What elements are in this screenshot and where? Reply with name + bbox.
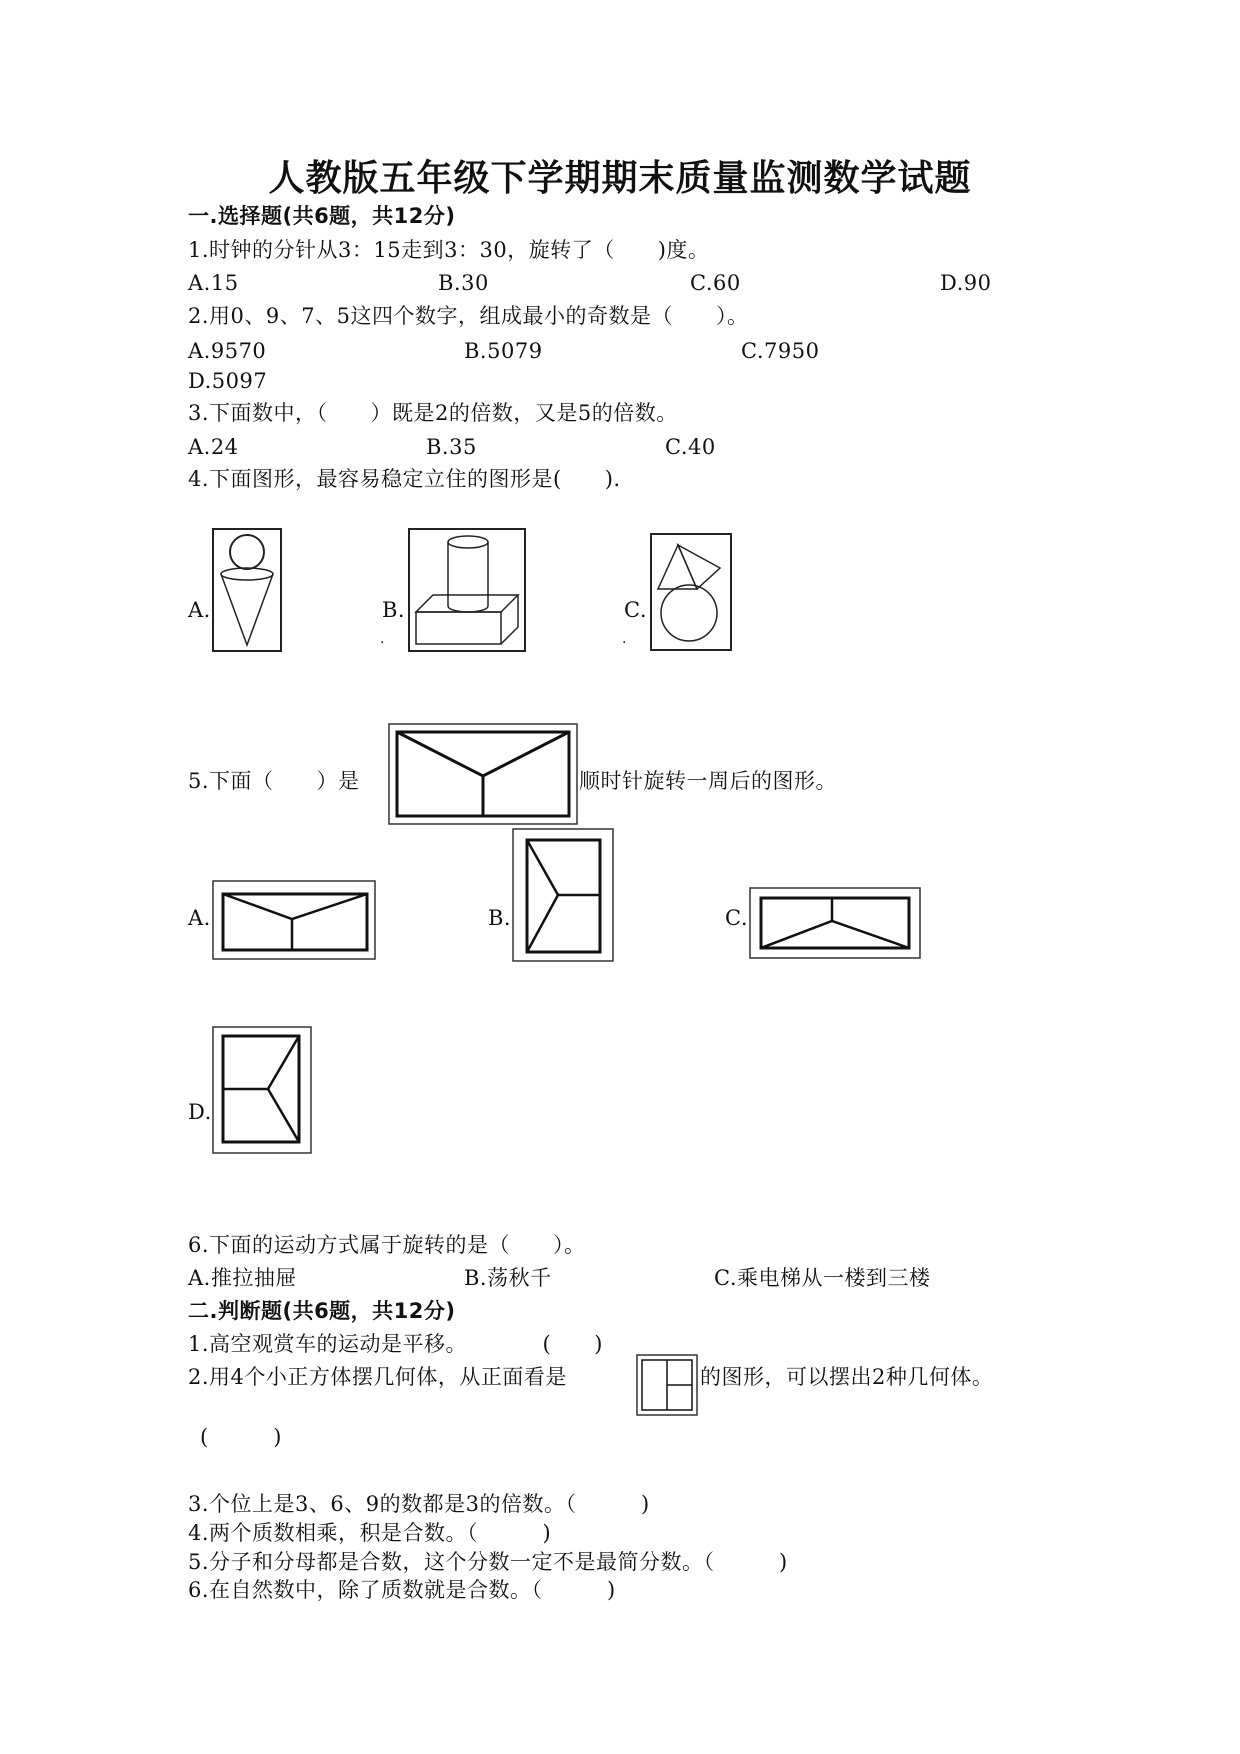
judgment-q2-post: 的图形，可以摆出2种几何体。 xyxy=(700,1365,994,1389)
q4-option-c: C. xyxy=(624,598,647,622)
q2-option-a: A.9570 xyxy=(188,339,267,363)
q5-option-a: A. xyxy=(188,906,211,930)
q6-option-c: C.乘电梯从一楼到三楼 xyxy=(714,1266,931,1290)
triangle-on-circle-figure xyxy=(650,533,732,651)
q2-stem: 2.用0、9、7、5这四个数字，组成最小的奇数是（ ）。 xyxy=(188,304,749,328)
judgment-q5: 5.分子和分母都是合数，这个分数一定不是最简分数。（ ) xyxy=(188,1550,788,1574)
cone-ball-figure xyxy=(212,528,282,652)
q5-option-b: B. xyxy=(488,906,512,930)
q1-option-a: A.15 xyxy=(188,271,239,295)
q3-stem: 3.下面数中，（ ）既是2的倍数，又是5的倍数。 xyxy=(188,401,678,425)
q1-stem: 1.时钟的分针从3：15走到3：30，旋转了（ )度。 xyxy=(188,238,710,262)
q2-option-d: D.5097 xyxy=(188,369,268,393)
q5-option-c: C. xyxy=(725,906,748,930)
q4-option-b: B. xyxy=(382,598,406,622)
page-title: 人教版五年级下学期期末质量监测数学试题 xyxy=(268,157,972,199)
judgment-q2-blank: ( ) xyxy=(200,1425,282,1449)
q1-option-d: D.90 xyxy=(940,271,992,295)
judgment-q2-pre: 2.用4个小正方体摆几何体，从正面看是 xyxy=(188,1365,567,1389)
q6-stem: 6.下面的运动方式属于旋转的是（ ）。 xyxy=(188,1233,586,1257)
cylinder-on-box-figure xyxy=(408,528,526,652)
q5-figure-b xyxy=(512,828,614,962)
q4-dot-b: . xyxy=(380,631,385,647)
q5-figure-c xyxy=(749,887,921,959)
q2-option-c: C.7950 xyxy=(741,339,820,363)
q2-option-b: B.5079 xyxy=(464,339,543,363)
judgment-q3: 3.个位上是3、6、9的数都是3的倍数。（ ) xyxy=(188,1492,650,1516)
front-view-figure xyxy=(636,1354,698,1416)
q5-reference-figure xyxy=(388,723,578,825)
section-heading-choice: 一.选择题(共6题，共12分) xyxy=(188,204,456,228)
q1-option-c: C.60 xyxy=(690,271,741,295)
q5-stem-post: 顺时针旋转一周后的图形。 xyxy=(579,769,837,793)
judgment-q4: 4.两个质数相乘，积是合数。（ ) xyxy=(188,1521,552,1545)
q5-figure-a xyxy=(212,880,376,960)
q5-figure-d xyxy=(212,1026,312,1154)
q3-option-a: A.24 xyxy=(188,435,239,459)
q6-option-a: A.推拉抽屉 xyxy=(188,1266,297,1290)
judgment-q6: 6.在自然数中，除了质数就是合数。（ ) xyxy=(188,1578,616,1602)
q4-stem: 4.下面图形，最容易稳定立住的图形是( ). xyxy=(188,467,621,491)
q6-option-b: B.荡秋千 xyxy=(464,1266,552,1290)
q4-dot-c: . xyxy=(622,631,627,647)
q5-option-d: D. xyxy=(188,1100,212,1124)
q3-option-b: B.35 xyxy=(426,435,477,459)
section-heading-judgment: 二.判断题(共6题，共12分) xyxy=(188,1299,456,1323)
q1-option-b: B.30 xyxy=(438,271,489,295)
q5-stem-pre: 5.下面（ ）是 xyxy=(188,769,360,793)
judgment-q1: 1.高空观赏车的运动是平移。 ( ) xyxy=(188,1332,603,1356)
q4-option-a: A. xyxy=(188,598,211,622)
q3-option-c: C.40 xyxy=(665,435,716,459)
